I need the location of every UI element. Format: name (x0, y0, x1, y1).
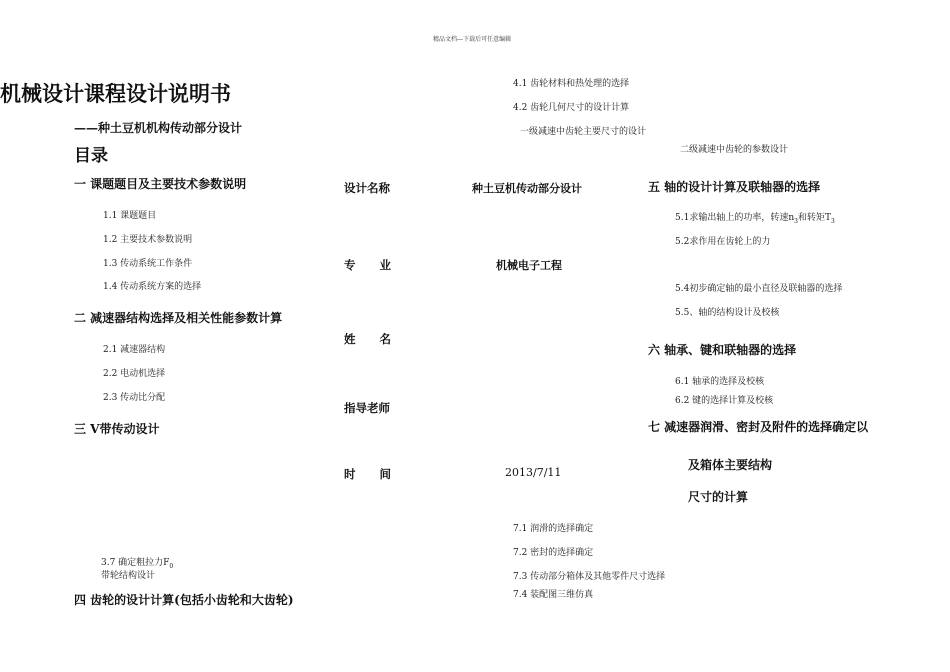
design-name-label: 设计名称 (344, 181, 390, 195)
toc-item-7-2[interactable]: 7.2 密封的选择确定 (513, 548, 594, 558)
toc-section-6[interactable]: 六 轴承、键和联轴器的选择 (648, 343, 797, 357)
advisor-label: 指导老师 (344, 401, 390, 415)
date-label: 时 间 (344, 467, 392, 481)
toc-item-1-3[interactable]: 1.3 传动系统工作条件 (103, 259, 193, 269)
toc-item-3-8[interactable]: 带轮结构设计 (101, 571, 156, 581)
toc-item-6-2[interactable]: 6.2 键的选择计算及校核 (675, 396, 774, 406)
toc-section-4[interactable]: 四 齿轮的设计计算(包括小齿轮和大齿轮) (74, 593, 294, 607)
toc-item-1-2[interactable]: 1.2 主要技术参数说明 (103, 235, 193, 245)
toc-item-4-2a[interactable]: 一级减速中齿轮主要尺寸的设计 (520, 127, 647, 137)
major-label: 专 业 (344, 258, 392, 272)
toc-item-4-2b[interactable]: 二级减速中齿轮的参数设计 (680, 145, 789, 155)
toc-item-5-1-sub-n: 3 (794, 217, 798, 225)
major-value: 机械电子工程 (496, 259, 562, 272)
toc-item-2-3[interactable]: 2.3 传动比分配 (103, 393, 166, 403)
document-subtitle: ——种土豆机机构传动部分设计 (74, 121, 243, 135)
toc-item-2-2[interactable]: 2.2 电动机选择 (103, 369, 166, 379)
toc-item-2-1[interactable]: 2.1 减速器结构 (103, 345, 166, 355)
toc-item-6-1[interactable]: 6.1 轴承的选择及校核 (675, 377, 765, 387)
toc-section-7-line3[interactable]: 尺寸的计算 (688, 490, 749, 504)
toc-item-5-1-sub-t: 3 (830, 217, 835, 225)
toc-item-3-7-text: 3.7 确定粗拉力F (101, 558, 170, 568)
toc-section-7-line1[interactable]: 七 减速器润滑、密封及附件的选择确定以 (648, 420, 869, 434)
toc-item-5-2[interactable]: 5.2求作用在齿轮上的力 (675, 237, 771, 247)
toc-item-5-1-text: 5.1求输出轴上的功率，转速n (675, 213, 795, 223)
toc-item-4-2[interactable]: 4.2 齿轮几何尺寸的设计计算 (513, 103, 630, 113)
toc-item-1-4[interactable]: 1.4 传动系统方案的选择 (103, 282, 202, 292)
toc-item-5-1-tail: 和转矩T (797, 213, 831, 223)
design-name-value: 种土豆机传动部分设计 (472, 182, 582, 195)
toc-section-1[interactable]: 一 课题题目及主要技术参数说明 (74, 177, 247, 191)
toc-section-5[interactable]: 五 轴的设计计算及联轴器的选择 (648, 180, 821, 194)
toc-section-3[interactable]: 三 V带传动设计 (74, 422, 160, 436)
toc-section-2[interactable]: 二 减速器结构选择及相关性能参数计算 (74, 311, 283, 325)
toc-item-5-5[interactable]: 5.5、轴的结构设计及校核 (675, 308, 780, 318)
toc-item-4-1[interactable]: 4.1 齿轮材料和热处理的选择 (513, 79, 630, 89)
toc-item-7-4[interactable]: 7.4 装配图三维仿真 (513, 590, 594, 600)
date-value: 2013/7/11 (505, 466, 562, 479)
document-title: 机械设计课程设计说明书 (0, 81, 231, 106)
toc-item-5-4[interactable]: 5.4初步确定轴的最小直径及联轴器的选择 (675, 284, 843, 294)
toc-item-7-1[interactable]: 7.1 润滑的选择确定 (513, 524, 594, 534)
toc-heading: 目录 (74, 146, 108, 166)
toc-item-3-7-subscript: 0 (169, 562, 174, 570)
toc-item-7-3[interactable]: 7.3 传动部分箱体及其他零件尺寸选择 (513, 572, 666, 582)
toc-section-7-line2[interactable]: 及箱体主要结构 (688, 458, 773, 472)
toc-item-1-1[interactable]: 1.1 课题题目 (103, 211, 157, 221)
page-header: 精品文档---下载后可任意编辑 (433, 36, 512, 43)
toc-item-5-1[interactable] (675, 210, 835, 225)
name-label: 姓 名 (344, 332, 392, 346)
